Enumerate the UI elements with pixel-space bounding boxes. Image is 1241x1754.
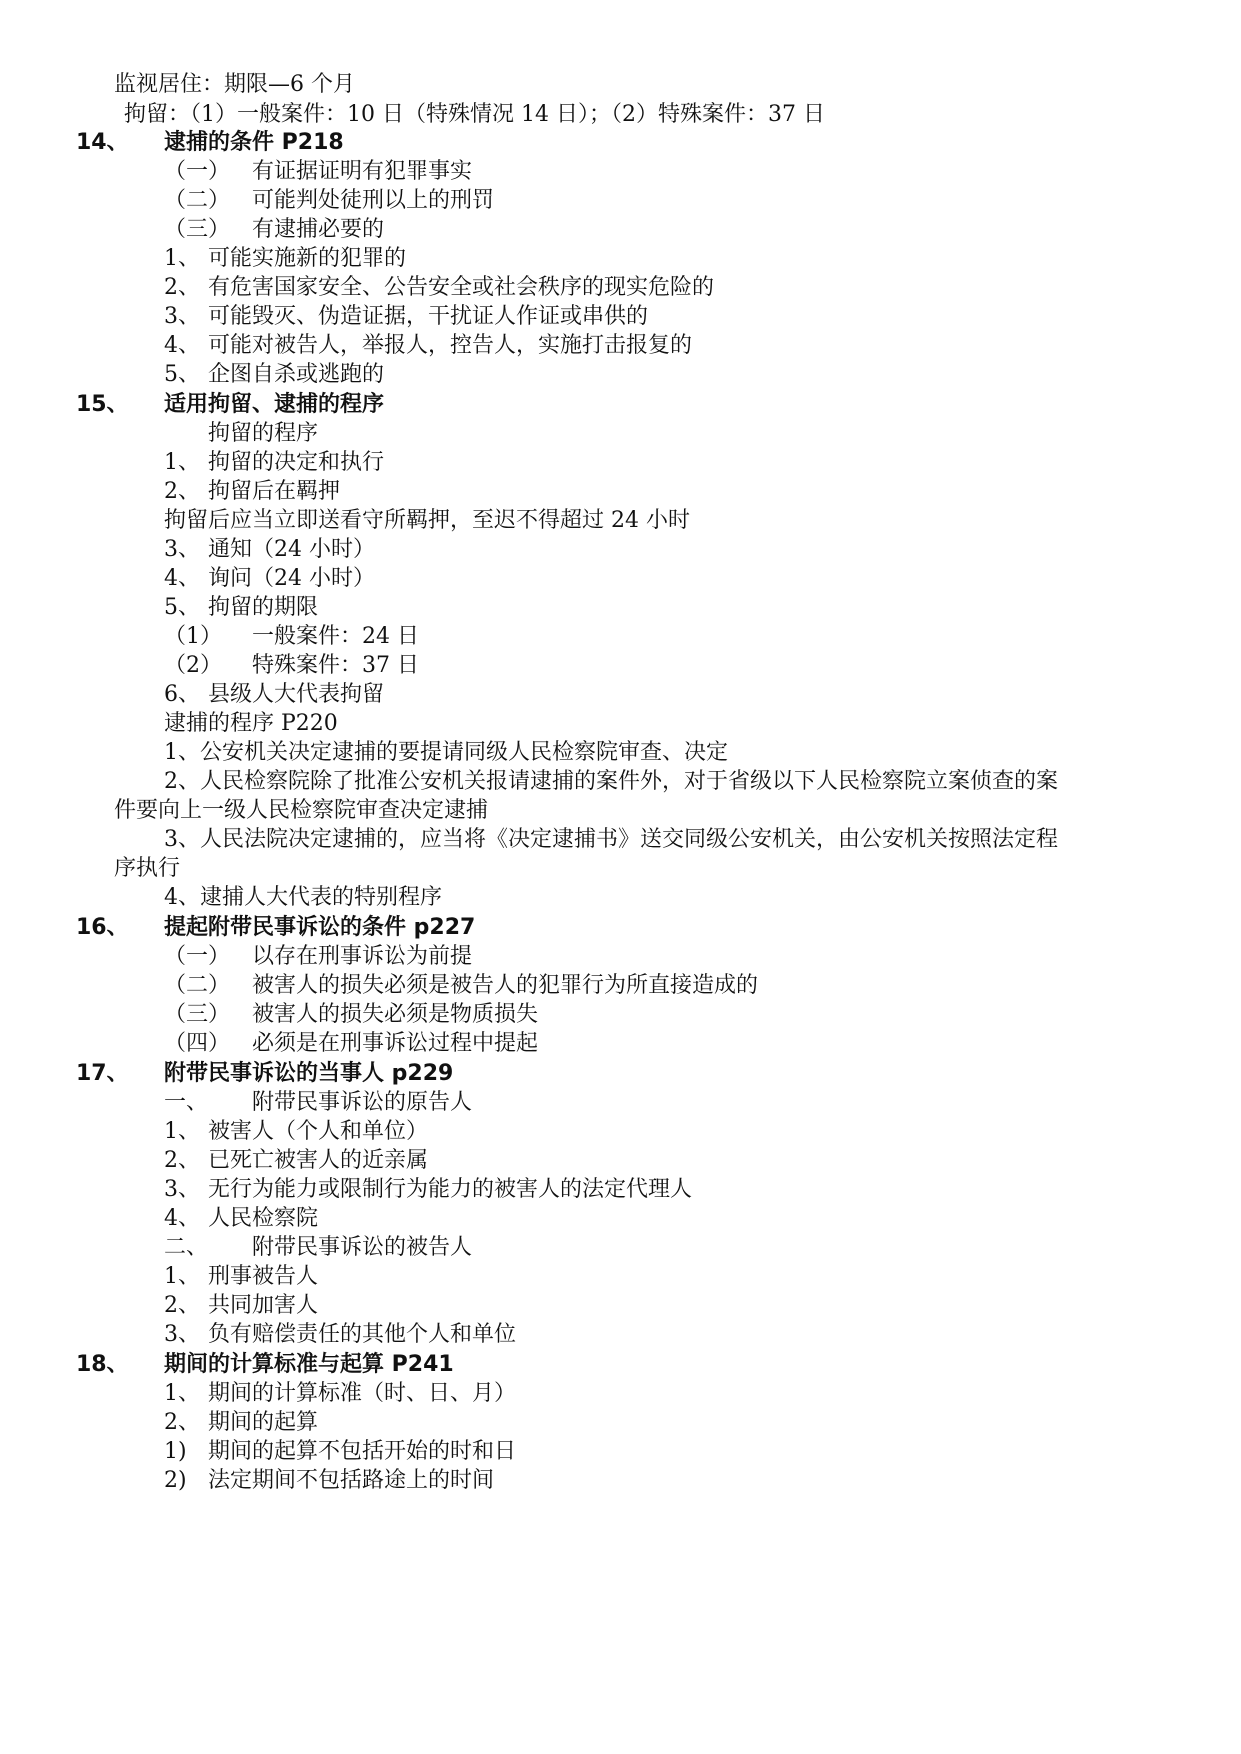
list-item-text: 负有赔偿责任的其他个人和单位 [208,1322,517,1347]
list-marker: 一、 [164,1090,209,1115]
section-heading [0,1350,1241,1380]
list-item [164,331,692,361]
list-item [164,1320,516,1350]
list-item [164,448,384,478]
text-line [114,854,180,884]
list-item [164,215,384,245]
list-item [164,1466,494,1496]
list-item-text: 期间的起算 [208,1410,319,1435]
line-text: 4、逮捕人大代表的特别程序 [164,885,442,910]
section-number: 18、 [76,1352,129,1377]
list-marker: 1、 [164,1264,200,1289]
list-marker: 3、 [164,537,200,562]
list-marker: 4、 [164,1206,200,1231]
list-item [164,1437,516,1467]
list-marker: 3、 [164,304,200,329]
list-marker: 5、 [164,595,200,620]
list-item [164,244,406,274]
list-marker: （一） [164,944,231,969]
list-item-text: 特殊案件：37 日 [252,653,419,678]
section-heading [0,1059,1241,1089]
list-marker: 2、 [164,479,200,504]
list-item [164,186,494,216]
list-item [164,593,318,623]
list-marker: 1、 [164,246,200,271]
list-item-text: 共同加害人 [208,1293,319,1318]
list-item-text: 一般案件：24 日 [252,624,419,649]
list-item-text: 拘留的决定和执行 [208,450,385,475]
list-marker: （二） [164,188,231,213]
text-line [114,70,355,100]
list-item [164,651,419,681]
line-text: 2、人民检察院除了批准公安机关报请逮捕的案件外，对于省级以下人民检察院立案侦查的案 [164,769,1059,794]
list-item [164,1379,516,1409]
text-line [164,738,728,768]
list-item-text: 拘留后在羁押 [208,479,341,504]
list-item-text: 有危害国家安全、公告安全或社会秩序的现实危险的 [208,275,715,300]
list-item-text: 拘留的期限 [208,595,319,620]
section-title: 适用拘留、逮捕的程序 [164,392,385,417]
list-marker: （三） [164,217,231,242]
list-item-text: 期间的计算标准（时、日、月） [208,1381,517,1406]
list-item [164,360,384,390]
list-marker: （1） [164,624,222,649]
list-item-text: 可能对被告人，举报人，控告人，实施打击报复的 [208,333,693,358]
list-marker: （二） [164,973,231,998]
list-item [164,971,758,1001]
section-title: 附带民事诉讼的当事人 p229 [164,1061,454,1086]
text-line [114,796,488,826]
list-item-text: 被害人（个人和单位） [208,1119,429,1144]
list-item-text: 有逮捕必要的 [252,217,385,242]
section-number: 17、 [76,1061,129,1086]
list-marker: 二、 [164,1235,209,1260]
list-item [164,680,384,710]
list-item-text: 可能毁灭、伪造证据，干扰证人作证或串供的 [208,304,649,329]
line-text: 序执行 [114,856,181,881]
list-item-text: 有证据证明有犯罪事实 [252,159,473,184]
list-marker: （三） [164,1002,231,1027]
text-line [164,825,1058,855]
list-item [164,1408,318,1438]
line-text: 1、公安机关决定逮捕的要提请同级人民检察院审查、决定 [164,740,728,765]
section-title: 提起附带民事诉讼的条件 p227 [164,915,476,940]
list-marker: 3、 [164,1322,200,1347]
list-item-text: 可能判处徒刑以上的刑罚 [252,188,495,213]
list-item-text: 无行为能力或限制行为能力的被害人的法定代理人 [208,1177,693,1202]
list-marker: 1、 [164,1119,200,1144]
text-line [164,883,442,913]
list-marker: 5、 [164,362,200,387]
list-item-text: 询问（24 小时） [208,566,375,591]
list-item [164,1146,428,1176]
list-marker: 6、 [164,682,200,707]
list-item [164,1262,318,1292]
list-item-text: 必须是在刑事诉讼过程中提起 [252,1031,539,1056]
text-line [164,506,690,536]
list-item [164,1204,318,1234]
list-item [164,1233,472,1263]
list-item [164,1117,428,1147]
list-item-text: 被害人的损失必须是被告人的犯罪行为所直接造成的 [252,973,759,998]
section-heading [0,128,1241,158]
list-marker: 2、 [164,1410,200,1435]
list-item-text: 法定期间不包括路途上的时间 [208,1468,495,1493]
subheading [164,709,338,739]
subheading-text: 逮捕的程序 P220 [164,711,338,736]
list-marker: 2、 [164,1148,200,1173]
section-heading [0,390,1241,420]
list-item [164,157,472,187]
list-item-text: 被害人的损失必须是物质损失 [252,1002,539,1027]
list-marker: （2） [164,653,222,678]
list-marker: （一） [164,159,231,184]
line-text: 拘留：（1）一般案件：10 日（特殊情况 14 日）；（2）特殊案件：37 日 [124,102,825,127]
list-item [164,477,340,507]
line-text: 拘留后应当立即送看守所羁押，至迟不得超过 24 小时 [164,508,690,533]
subheading [208,419,318,449]
list-item [164,1029,538,1059]
list-item [164,1088,472,1118]
list-item-text: 刑事被告人 [208,1264,319,1289]
list-item [164,622,419,652]
list-item-text: 以存在刑事诉讼为前提 [252,944,473,969]
list-item-text: 期间的起算不包括开始的时和日 [208,1439,517,1464]
section-number: 16、 [76,915,129,940]
list-item [164,535,375,565]
list-marker: （四） [164,1031,231,1056]
text-line [164,767,1058,797]
list-item-text: 可能实施新的犯罪的 [208,246,407,271]
list-item-text: 已死亡被害人的近亲属 [208,1148,429,1173]
section-heading [0,913,1241,943]
section-number: 15、 [76,392,129,417]
list-item-text: 县级人大代表拘留 [208,682,385,707]
list-item [164,564,375,594]
list-item [164,302,648,332]
list-marker: 2、 [164,275,200,300]
list-marker: 2) [164,1468,187,1493]
list-item-text: 附带民事诉讼的被告人 [252,1235,473,1260]
section-number: 14、 [76,130,129,155]
list-item-text: 人民检察院 [208,1206,319,1231]
list-item [164,273,714,303]
list-item-text: 通知（24 小时） [208,537,375,562]
text-line [124,100,825,130]
list-item-text: 企图自杀或逃跑的 [208,362,385,387]
subheading-text: 拘留的程序 [208,421,319,446]
list-marker: 2、 [164,1293,200,1318]
list-marker: 4、 [164,566,200,591]
list-marker: 3、 [164,1177,200,1202]
list-marker: 4、 [164,333,200,358]
section-title: 期间的计算标准与起算 P241 [164,1352,454,1377]
list-item [164,1291,318,1321]
list-item [164,1000,538,1030]
list-item [164,942,472,972]
list-marker: 1) [164,1439,187,1464]
line-text: 件要向上一级人民检察院审查决定逮捕 [114,798,489,823]
list-marker: 1、 [164,450,200,475]
section-title: 逮捕的条件 P218 [164,130,344,155]
line-text: 3、人民法院决定逮捕的，应当将《决定逮捕书》送交同级公安机关，由公安机关按照法定程 [164,827,1059,852]
list-marker: 1、 [164,1381,200,1406]
list-item [164,1175,692,1205]
line-text: 监视居住：期限—6 个月 [114,72,355,97]
list-item-text: 附带民事诉讼的原告人 [252,1090,473,1115]
